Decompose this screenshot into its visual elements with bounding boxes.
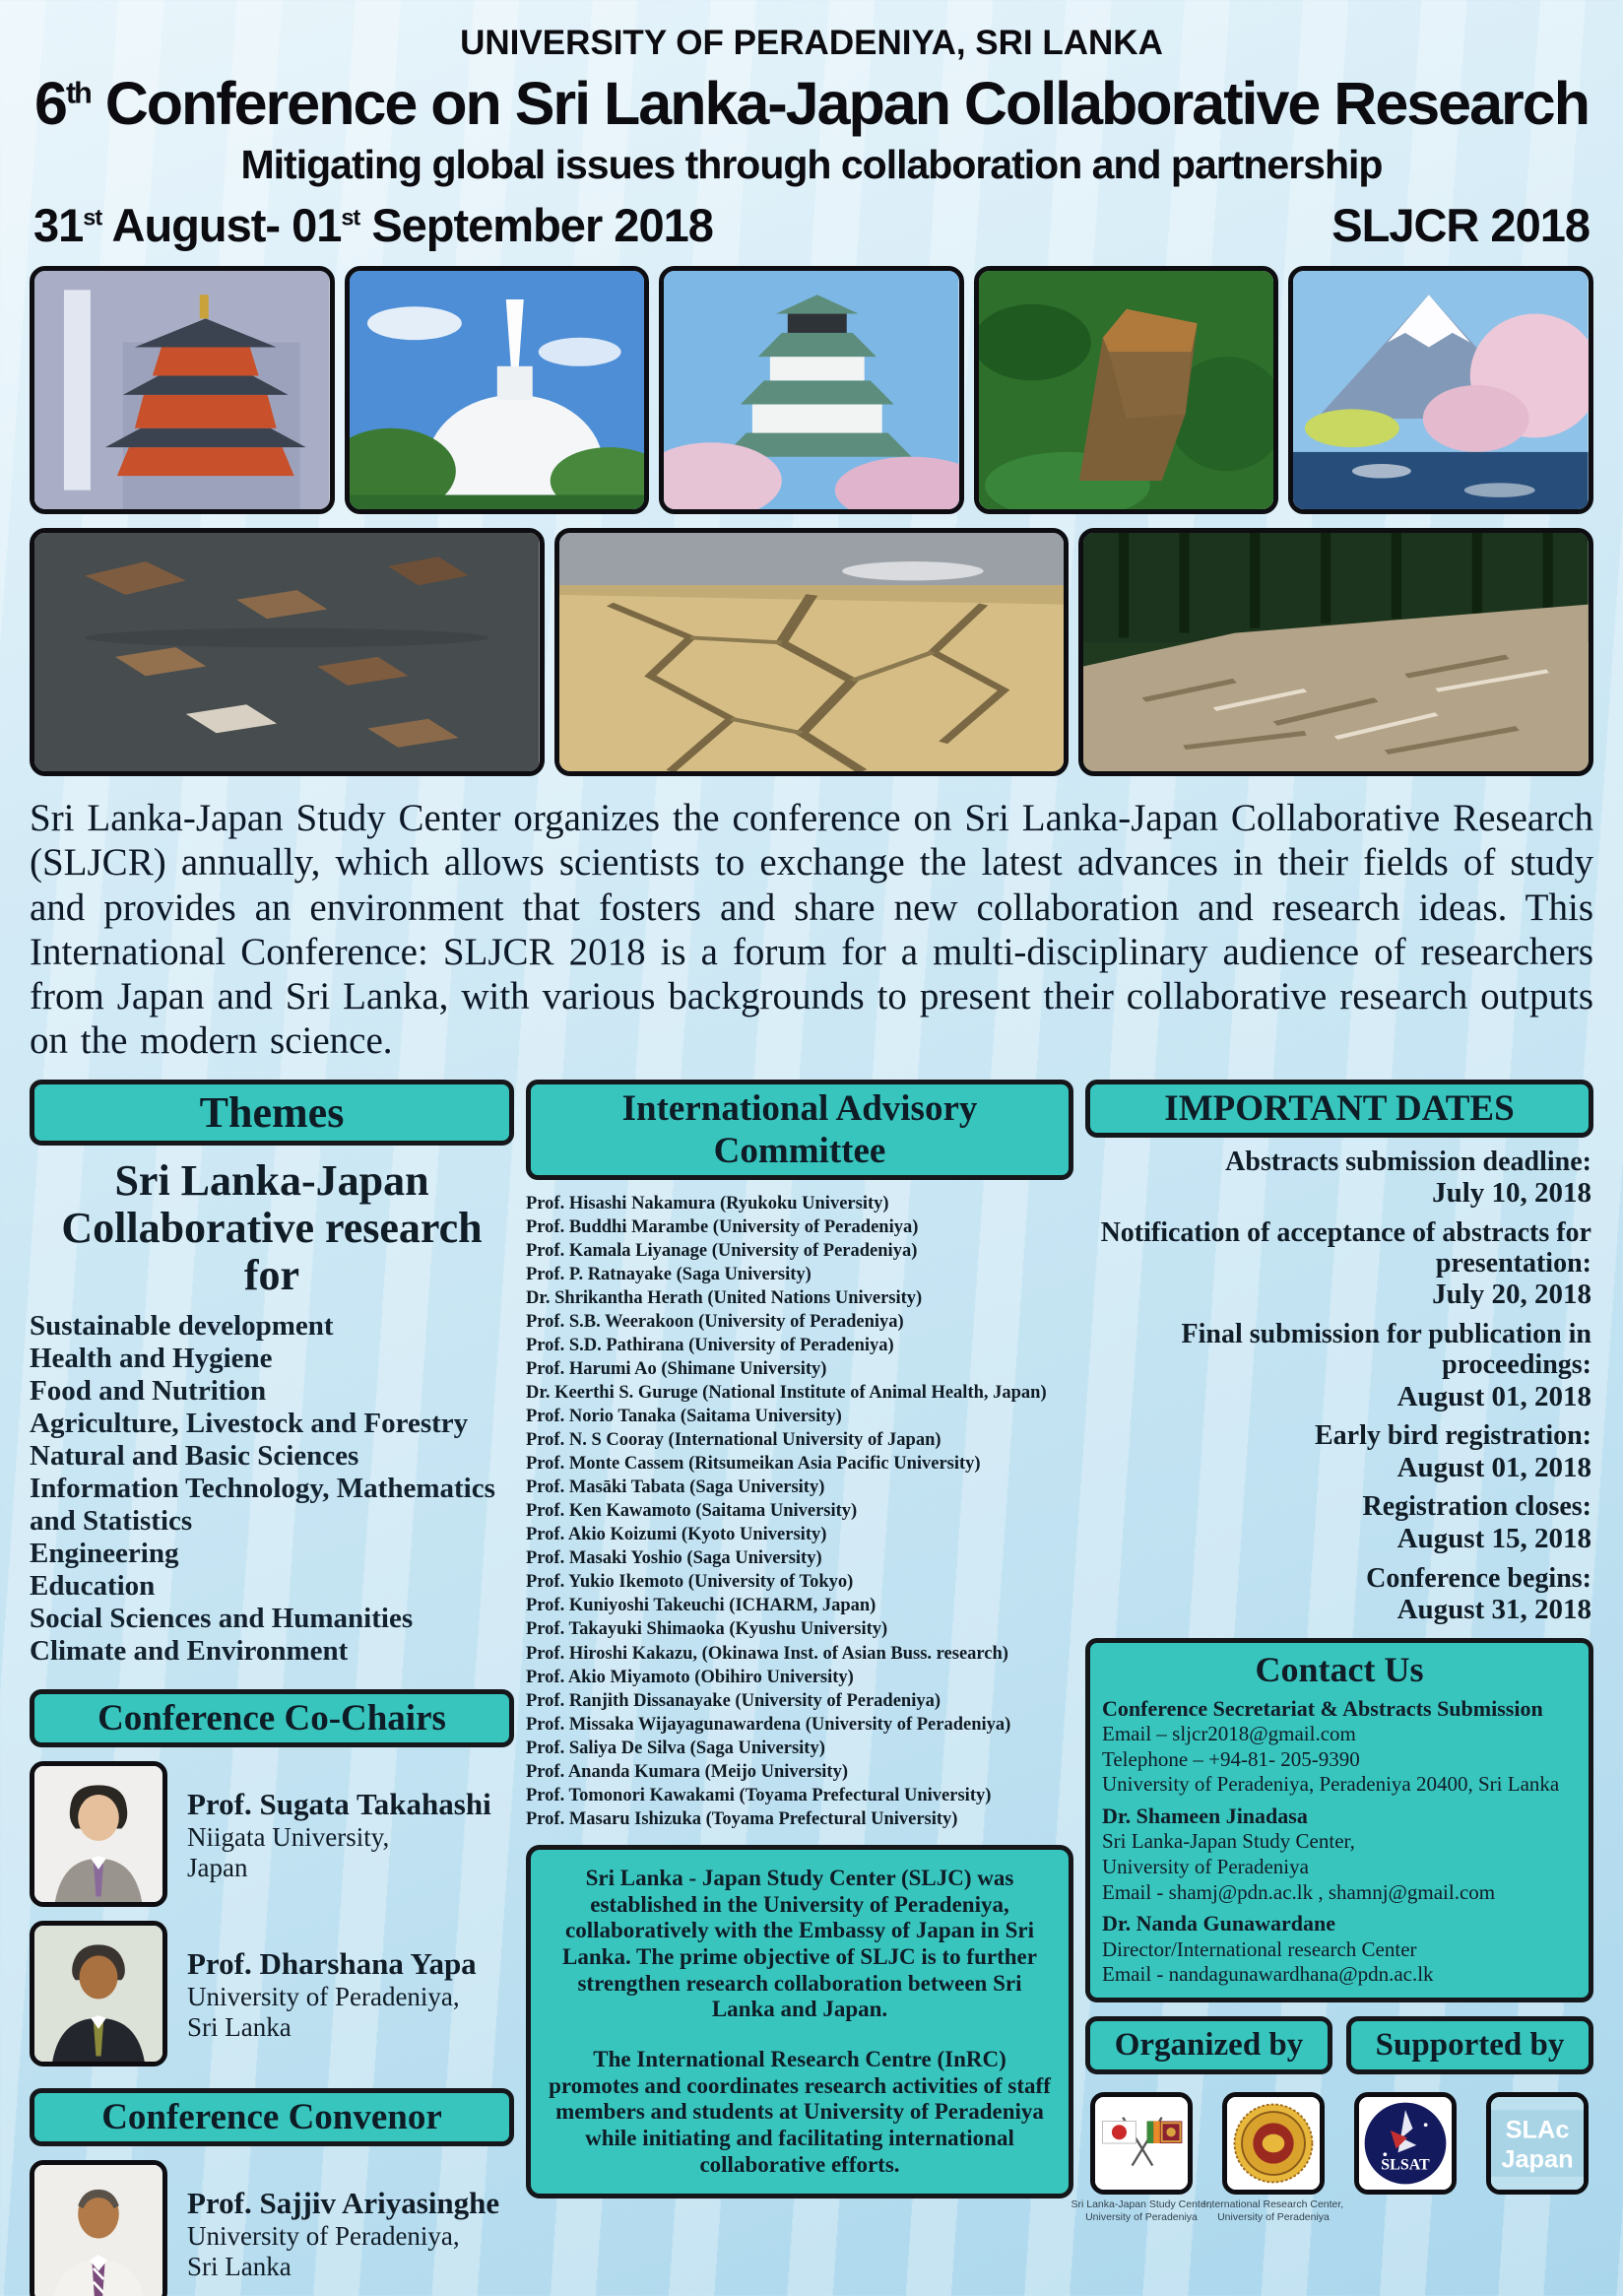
- date-item: [1085, 1421, 1591, 1483]
- advisory-member: Prof. Akio Koizumi (Kyoto University): [526, 1525, 827, 1545]
- advisory-member: Prof. Masāki Tabata (Saga University): [526, 1477, 825, 1498]
- slac-text-line2: Japan: [1501, 2145, 1574, 2174]
- contact-person-name: Dr. Nanda Gunawardane: [1102, 1911, 1335, 1936]
- title-text: Conference on Sri Lanka-Japan Collaborative Research: [90, 70, 1589, 137]
- conference-acronym: SLJCR 2018: [1331, 199, 1590, 252]
- sljc-paragraph-2: The International Research Centre (InRC) promotes and coordinates research activities of staff members and students at University of Peradeniya while initiating and facilitating international collaborative efforts.: [549, 2046, 1051, 2177]
- advisory-member: Prof. Takayuki Shimaoka (Kyushu University): [526, 1619, 888, 1640]
- photo-drought-cracked-earth: [554, 528, 1070, 776]
- logo-cell: [1071, 2092, 1212, 2224]
- theme-item: Social Sciences and Humanities: [30, 1603, 414, 1635]
- important-dates-header: IMPORTANT DATES: [1085, 1080, 1593, 1138]
- advisory-header: International Advisory Committee: [526, 1080, 1073, 1180]
- university-of-peradeniya-seal-logo: [1222, 2092, 1325, 2195]
- contact-person-univ: University of Peradeniya: [1102, 1855, 1309, 1879]
- contact-address: University of Peradeniya, Peradeniya 20400, Sri Lanka: [1102, 1772, 1560, 1797]
- logo-caption-line: University of Peradeniya: [1085, 2210, 1198, 2223]
- theme-item: Health and Hygiene: [30, 1342, 273, 1374]
- advisory-member: Prof. Hiroshi Kakazu, (Okinawa Inst. of Asian Buss. research): [526, 1643, 1008, 1664]
- poster-header: [30, 24, 1593, 252]
- advisory-member: Prof. Akio Miyamoto (Obihiro University): [526, 1667, 854, 1687]
- photo-mount-fuji-cherry-blossom: [1288, 266, 1593, 514]
- cochair-card: [30, 1761, 514, 1907]
- cochair-affiliation: Niigata University,: [187, 1822, 390, 1853]
- photo-strip-bottom: [30, 528, 1593, 776]
- photo-japanese-pagoda-waterfall: [30, 266, 335, 514]
- advisory-member: Prof. Ananda Kumara (Meijo University): [526, 1761, 848, 1782]
- contact-person-gunawardane: [1102, 1911, 1577, 1988]
- logo-caption-line: International Research Center,: [1202, 2198, 1344, 2210]
- date-label: Abstracts submission deadline:: [1225, 1146, 1591, 1177]
- contact-person-org: Sri Lanka-Japan Study Center,: [1102, 1829, 1355, 1854]
- cochair-country: Sri Lanka: [187, 2011, 292, 2042]
- logo-caption: [1203, 2198, 1343, 2224]
- column-dates-contact: [1071, 1080, 1593, 2224]
- advisory-member: Prof. Saliya De Silva (Saga University): [526, 1738, 825, 1758]
- advisory-member: Prof. N. S Cooray (International University of Japan): [526, 1430, 941, 1451]
- date-item: [1085, 1564, 1591, 1626]
- content-columns: [30, 1080, 1593, 2296]
- contact-person-role: Director/International research Center: [1102, 1936, 1417, 1961]
- themes-header: Themes: [30, 1080, 514, 1146]
- advisory-member: Prof. P. Ratnayake (Saga University): [526, 1264, 812, 1284]
- cochair-name: Prof. Sugata Takahashi: [187, 1787, 491, 1822]
- convenor-name: Prof. Sajjiv Ariyasinghe: [187, 2186, 500, 2221]
- date-ordinal1: st: [83, 204, 102, 230]
- logo-cell: [1202, 2092, 1344, 2224]
- logos-row: [1071, 2092, 1593, 2224]
- date-item: [1085, 1492, 1591, 1554]
- slsat-logo: [1354, 2092, 1457, 2195]
- date-value: July 20, 2018: [1432, 1279, 1591, 1311]
- cochair-name: Prof. Dharshana Yapa: [187, 1946, 477, 1982]
- advisory-member: Prof. Kamala Liyanage (University of Peradeniya): [526, 1240, 918, 1261]
- advisory-member: Prof. Masaki Yoshio (Saga University): [526, 1548, 822, 1569]
- title-ordinal: th: [65, 76, 91, 110]
- contact-person-name: Dr. Shameen Jinadasa: [1102, 1804, 1308, 1829]
- convenor-header: Conference Convenor: [30, 2088, 514, 2146]
- contact-person-email: Email - shamj@pdn.ac.lk , shamnj@gmail.com: [1102, 1879, 1496, 1904]
- conference-dates: [33, 198, 713, 252]
- theme-item: Climate and Environment: [30, 1635, 349, 1668]
- advisory-member: Prof. Masaru Ishizuka (Toyama Prefectural University): [526, 1808, 958, 1829]
- intro-paragraph: Sri Lanka-Japan Study Center organizes the conference on Sri Lanka-Japan Collaborative Research (SLJCR) annually, which allows scientists to exchange the latest advances in their fields of study and provides an environment that fosters and share new collaboration and research ideas. This International Conference: SLJCR 2018 is a forum for a multi-disciplinary audience of researchers from Japan and Sri Lanka, with various backgrounds to present their collaborative research outputs on the modern science.: [30, 797, 1593, 1063]
- contact-phone: Telephone – +94-81- 205-9390: [1102, 1746, 1360, 1771]
- supported-by-header: Supported by: [1346, 2016, 1593, 2074]
- theme-item: Engineering: [30, 1538, 179, 1570]
- photo-osaka-castle-cherry-blossom: [659, 266, 964, 514]
- themes-subtitle-line1: Sri Lanka-Japan: [114, 1155, 429, 1205]
- themes-subtitle-line2: Collaborative research for: [61, 1204, 483, 1300]
- advisory-list: [526, 1192, 1073, 1831]
- date-label: Notification of acceptance of abstracts for presentation:: [1100, 1216, 1591, 1279]
- contact-section-title: Conference Secretariat & Abstracts Submission: [1102, 1695, 1543, 1721]
- university-name: UNIVERSITY OF PERADENIYA, SRI LANKA: [460, 24, 1163, 62]
- advisory-member: Prof. Yukio Ikemoto (University of Tokyo): [526, 1572, 854, 1593]
- advisory-member: Prof. Norio Tanaka (Saitama University): [526, 1407, 842, 1427]
- date-label: Final submission for publication in proceedings:: [1181, 1318, 1591, 1380]
- advisory-member: Prof. Ken Kawamoto (Saitama University): [526, 1501, 858, 1522]
- advisory-member: Prof. Missaka Wijayagunawardena (University of Peradeniya): [526, 1714, 1011, 1735]
- cochair-country: Japan: [187, 1852, 248, 1882]
- contact-box: [1085, 1638, 1593, 2002]
- photo-deforestation: [1078, 528, 1593, 776]
- advisory-member: Prof. S.D. Pathirana (University of Peradeniya): [526, 1335, 894, 1355]
- sljc-flags-logo: [1090, 2092, 1193, 2195]
- date-ordinal2: st: [341, 204, 360, 230]
- logo-caption-line: Sri Lanka-Japan Study Center,: [1071, 2198, 1212, 2210]
- theme-item: Agriculture, Livestock and Forestry: [30, 1407, 469, 1439]
- conference-tagline: Mitigating global issues through collaboration and partnership: [240, 142, 1383, 188]
- date-middle: August- 01: [101, 199, 342, 252]
- advisory-member: Dr. Shrikantha Herath (United Nations University): [526, 1287, 923, 1308]
- sljc-description-box: [526, 1845, 1073, 2198]
- themes-list: [30, 1310, 514, 1669]
- contact-person-email: Email - nandagunawardhana@pdn.ac.lk: [1102, 1962, 1434, 1987]
- advisory-member: Prof. Hisashi Nakamura (Ryukoku University): [526, 1193, 889, 1214]
- column-themes: [30, 1080, 514, 2296]
- date-value: August 31, 2018: [1396, 1594, 1591, 1626]
- photo-white-stupa: [345, 266, 650, 514]
- logo-caption-line: University of Peradeniya: [1217, 2210, 1330, 2223]
- cochair-affiliation: University of Peradeniya,: [187, 1982, 460, 2012]
- convenor-country: Sri Lanka: [187, 2251, 292, 2281]
- convenor-photo-sajjiv-ariyasinghe: [30, 2160, 167, 2296]
- date-value: July 10, 2018: [1432, 1177, 1591, 1210]
- logo-caption: [1071, 2198, 1212, 2224]
- advisory-member: Prof. Harumi Ao (Shimane University): [526, 1358, 827, 1379]
- date-end: September 2018: [359, 199, 713, 252]
- cochair-card: [30, 1921, 514, 2066]
- cochair-photo-sugata-takahashi: [30, 1761, 167, 1907]
- photo-strip-top: [30, 266, 1593, 514]
- organized-by-header: Organized by: [1085, 2016, 1332, 2074]
- date-day1: 31: [33, 199, 84, 252]
- logo-cell: [1354, 2092, 1457, 2224]
- date-label: Early bird registration:: [1314, 1420, 1591, 1452]
- important-dates-list: [1085, 1148, 1593, 1626]
- date-value: August 15, 2018: [1396, 1523, 1591, 1555]
- convenor-affiliation: University of Peradeniya,: [187, 2221, 460, 2252]
- cochairs-header: Conference Co-Chairs: [30, 1689, 514, 1747]
- advisory-member: Prof. Ranjith Dissanayake (University of Peradeniya): [526, 1690, 941, 1711]
- column-advisory: [526, 1080, 1073, 2199]
- date-value: August 01, 2018: [1396, 1380, 1591, 1412]
- theme-item: Food and Nutrition: [30, 1374, 267, 1407]
- slac-text-line1: SLAc: [1505, 2116, 1570, 2144]
- title-number: 6: [34, 70, 66, 137]
- theme-item: Information Technology, Mathematics and Statistics: [30, 1473, 495, 1538]
- theme-item: Natural and Basic Sciences: [30, 1439, 359, 1472]
- cochair-photo-dharshana-yapa: [30, 1921, 167, 2066]
- cochair-info: [187, 1761, 491, 1881]
- advisory-member: Prof. Tomonori Kawakami (Toyama Prefectural University): [526, 1785, 992, 1805]
- conference-title: [30, 70, 1593, 137]
- advisory-member: Dr. Keerthi S. Guruge (National Institute of Animal Health, Japan): [526, 1383, 1047, 1403]
- theme-item: Sustainable development: [30, 1309, 334, 1342]
- advisory-member: Prof. Kuniyoshi Takeuchi (ICHARM, Japan): [526, 1596, 876, 1616]
- convenor-card: [30, 2160, 514, 2296]
- date-row: [30, 198, 1593, 252]
- date-item: [1085, 1320, 1591, 1412]
- cochair-info: [187, 1921, 477, 2041]
- sljc-paragraph-1: Sri Lanka - Japan Study Center (SLJC) was established in the University of Peradeniya, collaboratively with the Embassy of Japan in Sri Lanka. The prime objective of SLJC is to further strengthen research collaboration between Sri Lanka and Japan.: [562, 1865, 1037, 2022]
- advisory-member: Prof. Buddhi Marambe (University of Peradeniya): [526, 1216, 919, 1237]
- themes-subtitle: [30, 1157, 514, 1300]
- advisory-member: Prof. Monte Cassem (Ritsumeikan Asia Pacific University): [526, 1454, 981, 1475]
- contact-person-jinadasa: [1102, 1804, 1577, 1905]
- slsat-text: SLSAT: [1381, 2156, 1430, 2174]
- date-item: [1085, 1148, 1591, 1210]
- photo-sigiriya-rock: [974, 266, 1279, 514]
- date-label: Conference begins:: [1366, 1562, 1591, 1594]
- date-label: Registration closes:: [1362, 1491, 1591, 1523]
- convenor-info: [187, 2160, 499, 2280]
- date-item: [1085, 1218, 1591, 1311]
- photo-flooded-houses: [30, 528, 545, 776]
- theme-item: Education: [30, 1570, 156, 1603]
- advisory-member: Prof. S.B. Weerakoon (University of Peradeniya): [526, 1311, 904, 1332]
- organized-supported-row: [1085, 2016, 1593, 2074]
- contact-email: Email – sljcr2018@gmail.com: [1102, 1722, 1356, 1746]
- contact-secretariat: [1102, 1696, 1577, 1798]
- date-value: August 01, 2018: [1396, 1451, 1591, 1483]
- logo-cell: [1486, 2092, 1589, 2224]
- contact-header: Contact Us: [1255, 1649, 1424, 1689]
- slac-japan-logo: [1486, 2092, 1589, 2195]
